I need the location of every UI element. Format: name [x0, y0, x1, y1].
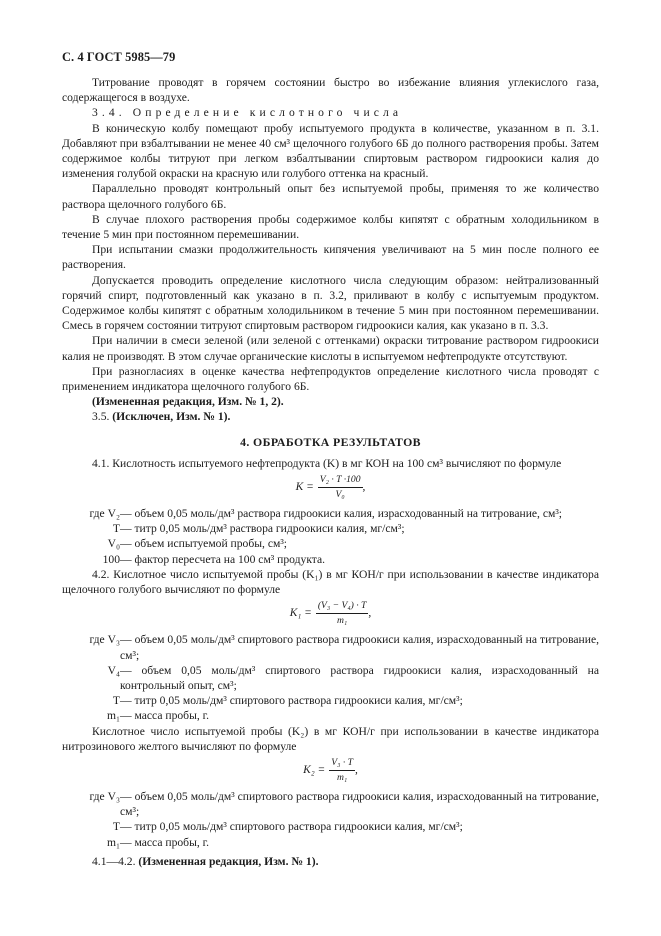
formula-fraction: [316, 600, 372, 627]
variable-symbol: V₄: [107, 663, 120, 677]
formula-lhs: K₁ =: [289, 607, 312, 620]
paragraph: В коническую колбу помещают пробу испытуемого продукта в количестве, указанном в п. 3.1. Добавляют при взбалтывании не менее 40 см³ щелочного голубого 6Б до полного растворения пробы. Затем содержимое колбы титруют при легком взбалтывании спиртовым раствором гидроокиси калия до изменения голубой окраски на красную или голубого оттенка на красный.: [62, 121, 599, 181]
paragraph: 4.2. Кислотное число испытуемой пробы (K₁) в мг КОН/г при использовании в качестве индикатора щелочного голубого вычисляют по формуле: [62, 567, 599, 597]
variable-description: — объем 0,05 моль/дм³ раствора гидроокиси калия, израсходованный на титрование, см³;: [120, 507, 563, 521]
document-body: [62, 75, 599, 869]
formula-denominator: V₀: [335, 489, 345, 501]
paragraph: [62, 854, 599, 869]
variable-row: [62, 663, 599, 693]
formula-k2: [62, 757, 599, 784]
amendment-note: (Измененная редакция, Изм. № 1).: [138, 854, 319, 868]
variable-list: [62, 632, 599, 723]
paragraph: При разногласиях в оценке качества нефтепродуктов определение кислотного числа проводят с применением индикатора щелочного голубого 6Б.: [62, 364, 599, 394]
formula-numerator: V₃ · T: [329, 757, 355, 771]
amendment-note: (Измененная редакция, Изм. № 1, 2).: [92, 395, 284, 409]
paragraph: 4.1. Кислотность испытуемого нефтепродукта (K) в мг КОН на 100 см³ вычисляют по формуле: [92, 456, 562, 470]
variable-symbol: T: [112, 820, 120, 834]
variable-symbol: m₁: [106, 835, 120, 849]
variable-description: — масса пробы, г.: [120, 709, 210, 723]
variable-row: [62, 632, 599, 662]
variable-row: [62, 819, 599, 834]
variable-symbol: где V₃: [89, 633, 120, 647]
variable-row: [62, 536, 599, 551]
variable-row: [62, 789, 599, 819]
formula-denominator: m₁: [336, 615, 348, 627]
subsection-heading: 3.4. Определение кислотного числа: [92, 106, 403, 120]
paragraph: Параллельно проводят контрольный опыт без испытуемой пробы, применяя то же количество раствора щелочного голубого 6Б.: [62, 182, 599, 211]
variable-symbol: T: [112, 522, 120, 536]
variable-description: — объем испытуемой пробы, см³;: [120, 537, 288, 551]
variable-symbol: где V₂: [89, 507, 120, 521]
variable-row: [62, 835, 599, 850]
variable-symbol: где V₃: [89, 789, 120, 803]
variable-row: [62, 552, 599, 567]
paragraph: Допускается проводить определение кислотного числа следующим образом: нейтрализованный горячий спирт, подготовленный как указано в п. 3.2, приливают в колбу с испытуемым продуктом. Содержимое колбы кипятят с обратным холодильником в течение 5 мин при постоянном перемешивании. Смесь в горячем состоянии титруют спиртовым раствором гидроокиси калия, как указано в п. 3.3.: [62, 273, 599, 333]
variable-symbol: 100: [102, 552, 120, 566]
variable-description: — объем 0,05 моль/дм³ спиртового раствора гидроокиси калия, израсходованный на контрольный опыт, см³;: [120, 663, 599, 692]
formula-numerator: (V₃ − V₄) · T: [316, 600, 369, 614]
variable-description: — титр 0,05 моль/дм³ спиртового раствора гидроокиси калия, мг/см³;: [120, 820, 463, 834]
variable-description: — фактор пересчета на 100 см³ продукта.: [120, 552, 326, 566]
clause-number: 3.5.: [92, 410, 110, 424]
variable-row: [62, 693, 599, 708]
formula-lhs: K₂ =: [303, 764, 326, 777]
variable-row: [62, 521, 599, 536]
variable-description: — титр 0,05 моль/дм³ раствора гидроокиси калия, мг/см³;: [120, 522, 405, 536]
paragraph: [62, 409, 599, 424]
formula-k1: [62, 600, 599, 627]
variable-symbol: T: [112, 694, 120, 708]
page-header: С. 4 ГОСТ 5985—79: [62, 50, 176, 64]
formula-fraction: [318, 474, 363, 501]
variable-description: — титр 0,05 моль/дм³ спиртового раствора гидроокиси калия, мг/см³;: [120, 694, 463, 708]
variable-symbol: m₁: [106, 709, 120, 723]
formula-tail: ,: [368, 607, 372, 620]
paragraph: При испытании смазки продолжительность кипячения увеличивают на 5 мин после полного ее растворения.: [62, 243, 599, 272]
variable-symbol: V₀: [107, 537, 120, 551]
paragraph: В случае плохого растворения пробы содержимое колбы кипятят с обратным холодильником в течение 5 мин при постоянном перемешивании.: [62, 212, 599, 242]
formula-fraction: [329, 757, 355, 784]
formula-numerator: V₂ · T ·100: [318, 474, 363, 488]
paragraph: Титрование проводят в горячем состоянии быстро во избежание влияния углекислого газа, содержащегося в воздухе.: [62, 76, 599, 105]
paragraph: При наличии в смеси зеленой (или зеленой с оттенками) окраски титрование раствором гидроокиси калия не производят. В этом случае органические кислоты в испытуемом нефтепродукте отсутствуют.: [62, 334, 599, 363]
variable-list: [62, 506, 599, 567]
formula-denominator: m₁: [336, 771, 348, 783]
amendment-note: (Исключен, Изм. № 1).: [112, 410, 231, 424]
clause-number: 4.1—4.2.: [92, 854, 136, 868]
formula-lhs: K =: [295, 481, 314, 494]
formula-tail: ,: [362, 481, 366, 494]
variable-row: [62, 708, 599, 723]
variable-description: — объем 0,05 моль/дм³ спиртового раствора гидроокиси калия, израсходованный на титрование, см³;: [120, 633, 599, 662]
section-title: 4. ОБРАБОТКА РЕЗУЛЬТАТОВ: [240, 434, 421, 449]
variable-description: — объем 0,05 моль/дм³ спиртового раствора гидроокиси калия, израсходованный на титрование, см³;: [120, 789, 599, 819]
variable-row: [62, 506, 599, 521]
paragraph: Кислотное число испытуемой пробы (K₂) в мг КОН/г при использовании в качестве индикатора нитрозинового желтого вычисляют по формуле: [62, 724, 599, 753]
formula-tail: ,: [354, 764, 358, 777]
formula-k: [62, 474, 599, 501]
variable-list: [62, 789, 599, 850]
variable-description: — масса пробы, г.: [120, 835, 210, 849]
